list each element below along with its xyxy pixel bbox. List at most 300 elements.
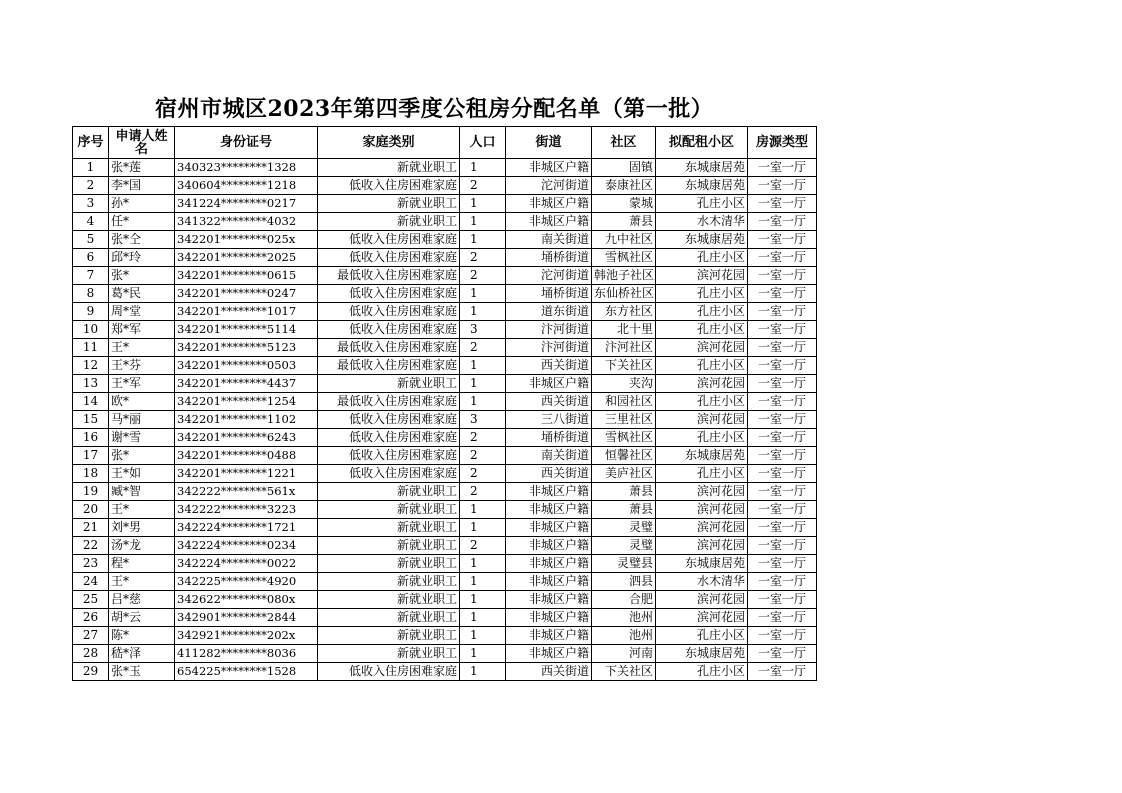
- cell-street: 沱河街道: [506, 267, 592, 285]
- cell-community: 合肥: [592, 591, 656, 609]
- cell-category: 低收入住房困难家庭: [318, 411, 460, 429]
- cell-no: 3: [73, 195, 109, 213]
- cell-no: 8: [73, 285, 109, 303]
- cell-street: 汴河街道: [506, 321, 592, 339]
- table-row: [73, 645, 817, 663]
- cell-street: 埇桥街道: [506, 249, 592, 267]
- header-no: 序号: [73, 127, 109, 159]
- cell-category: 最低收入住房困难家庭: [318, 357, 460, 375]
- cell-street: 沱河街道: [506, 177, 592, 195]
- cell-community: 固镇: [592, 159, 656, 177]
- cell-id: 341322********4032: [175, 213, 318, 231]
- cell-name: 张*: [109, 267, 175, 285]
- cell-room-type: 一室一厅: [748, 537, 817, 555]
- cell-population: 3: [460, 321, 506, 339]
- table-header-row: [73, 127, 817, 159]
- cell-street: 西关街道: [506, 663, 592, 681]
- cell-project: 滨河花园: [656, 267, 748, 285]
- cell-community: 池州: [592, 609, 656, 627]
- cell-population: 1: [460, 231, 506, 249]
- cell-id: 342201********1017: [175, 303, 318, 321]
- cell-project: 滨河花园: [656, 609, 748, 627]
- cell-community: 萧县: [592, 501, 656, 519]
- cell-population: 3: [460, 411, 506, 429]
- cell-category: 低收入住房困难家庭: [318, 177, 460, 195]
- cell-room-type: 一室一厅: [748, 663, 817, 681]
- table-row: [73, 375, 817, 393]
- table-row: [73, 537, 817, 555]
- cell-no: 18: [73, 465, 109, 483]
- cell-id: 342921********202x: [175, 627, 318, 645]
- cell-category: 新就业职工: [318, 645, 460, 663]
- cell-category: 最低收入住房困难家庭: [318, 393, 460, 411]
- cell-category: 新就业职工: [318, 195, 460, 213]
- cell-population: 2: [460, 447, 506, 465]
- cell-category: 新就业职工: [318, 483, 460, 501]
- cell-street: 非城区户籍: [506, 591, 592, 609]
- header-category: 家庭类别: [318, 127, 460, 159]
- table-row: [73, 627, 817, 645]
- cell-project: 滨河花园: [656, 591, 748, 609]
- cell-population: 1: [460, 213, 506, 231]
- cell-id: 340323********1328: [175, 159, 318, 177]
- cell-no: 28: [73, 645, 109, 663]
- cell-community: 夹沟: [592, 375, 656, 393]
- cell-project: 滨河花园: [656, 537, 748, 555]
- cell-street: 非城区户籍: [506, 195, 592, 213]
- cell-room-type: 一室一厅: [748, 159, 817, 177]
- cell-project: 孔庄小区: [656, 627, 748, 645]
- table-row: [73, 519, 817, 537]
- page-title: 宿州市城区2023年第四季度公租房分配名单（第一批）: [155, 96, 714, 122]
- cell-street: 埇桥街道: [506, 285, 592, 303]
- cell-population: 1: [460, 393, 506, 411]
- cell-room-type: 一室一厅: [748, 249, 817, 267]
- cell-room-type: 一室一厅: [748, 213, 817, 231]
- cell-street: 南关街道: [506, 447, 592, 465]
- cell-no: 19: [73, 483, 109, 501]
- cell-id: 342201********4437: [175, 375, 318, 393]
- cell-room-type: 一室一厅: [748, 375, 817, 393]
- table-row: [73, 465, 817, 483]
- cell-no: 5: [73, 231, 109, 249]
- cell-id: 342201********5123: [175, 339, 318, 357]
- cell-project: 东城康居苑: [656, 645, 748, 663]
- cell-population: 1: [460, 357, 506, 375]
- cell-category: 新就业职工: [318, 609, 460, 627]
- cell-community: 蒙城: [592, 195, 656, 213]
- cell-category: 新就业职工: [318, 501, 460, 519]
- cell-name: 张*玉: [109, 663, 175, 681]
- table-row: [73, 609, 817, 627]
- cell-no: 17: [73, 447, 109, 465]
- cell-id: 342224********1721: [175, 519, 318, 537]
- cell-population: 1: [460, 285, 506, 303]
- table-body: [73, 159, 817, 681]
- allocation-table: [72, 126, 817, 681]
- cell-room-type: 一室一厅: [748, 285, 817, 303]
- cell-community: 下关社区: [592, 663, 656, 681]
- cell-population: 1: [460, 303, 506, 321]
- cell-street: 三八街道: [506, 411, 592, 429]
- cell-street: 西关街道: [506, 465, 592, 483]
- cell-project: 滨河花园: [656, 339, 748, 357]
- cell-name: 嵇*泽: [109, 645, 175, 663]
- cell-population: 1: [460, 519, 506, 537]
- cell-name: 刘*男: [109, 519, 175, 537]
- cell-id: 342201********1254: [175, 393, 318, 411]
- cell-id: 342201********025x: [175, 231, 318, 249]
- cell-category: 低收入住房困难家庭: [318, 663, 460, 681]
- cell-name: 郑*军: [109, 321, 175, 339]
- cell-population: 1: [460, 195, 506, 213]
- cell-id: 342224********0234: [175, 537, 318, 555]
- cell-name: 周*堂: [109, 303, 175, 321]
- cell-category: 新就业职工: [318, 627, 460, 645]
- cell-room-type: 一室一厅: [748, 267, 817, 285]
- cell-no: 1: [73, 159, 109, 177]
- cell-name: 王*芬: [109, 357, 175, 375]
- cell-id: 342201********0503: [175, 357, 318, 375]
- cell-no: 6: [73, 249, 109, 267]
- cell-category: 低收入住房困难家庭: [318, 429, 460, 447]
- cell-category: 低收入住房困难家庭: [318, 285, 460, 303]
- cell-name: 王*军: [109, 375, 175, 393]
- cell-id: 341224********0217: [175, 195, 318, 213]
- cell-community: 萧县: [592, 213, 656, 231]
- cell-street: 非城区户籍: [506, 483, 592, 501]
- cell-community: 雪枫社区: [592, 429, 656, 447]
- cell-population: 2: [460, 537, 506, 555]
- table-row: [73, 321, 817, 339]
- cell-id: 342222********3223: [175, 501, 318, 519]
- cell-room-type: 一室一厅: [748, 501, 817, 519]
- cell-project: 水木清华: [656, 573, 748, 591]
- cell-name: 汤*龙: [109, 537, 175, 555]
- cell-room-type: 一室一厅: [748, 321, 817, 339]
- cell-name: 孙*: [109, 195, 175, 213]
- cell-room-type: 一室一厅: [748, 411, 817, 429]
- cell-population: 1: [460, 375, 506, 393]
- cell-name: 王*: [109, 573, 175, 591]
- cell-project: 滨河花园: [656, 501, 748, 519]
- cell-project: 孔庄小区: [656, 429, 748, 447]
- cell-project: 东城康居苑: [656, 159, 748, 177]
- cell-street: 非城区户籍: [506, 609, 592, 627]
- table-row: [73, 159, 817, 177]
- table-row: [73, 303, 817, 321]
- cell-id: 342201********5114: [175, 321, 318, 339]
- cell-project: 孔庄小区: [656, 249, 748, 267]
- cell-category: 新就业职工: [318, 159, 460, 177]
- cell-id: 342201********2025: [175, 249, 318, 267]
- cell-population: 1: [460, 159, 506, 177]
- cell-no: 22: [73, 537, 109, 555]
- cell-no: 9: [73, 303, 109, 321]
- cell-population: 1: [460, 591, 506, 609]
- cell-no: 20: [73, 501, 109, 519]
- cell-no: 29: [73, 663, 109, 681]
- table-row: [73, 483, 817, 501]
- cell-room-type: 一室一厅: [748, 555, 817, 573]
- cell-no: 2: [73, 177, 109, 195]
- cell-name: 王*如: [109, 465, 175, 483]
- table-row: [73, 573, 817, 591]
- cell-category: 低收入住房困难家庭: [318, 465, 460, 483]
- cell-community: 灵璧: [592, 519, 656, 537]
- cell-no: 12: [73, 357, 109, 375]
- cell-community: 恒馨社区: [592, 447, 656, 465]
- table-row: [73, 447, 817, 465]
- cell-room-type: 一室一厅: [748, 645, 817, 663]
- cell-project: 孔庄小区: [656, 321, 748, 339]
- cell-project: 孔庄小区: [656, 303, 748, 321]
- table-row: [73, 267, 817, 285]
- cell-population: 1: [460, 663, 506, 681]
- cell-name: 程*: [109, 555, 175, 573]
- cell-project: 东城康居苑: [656, 447, 748, 465]
- cell-project: 东城康居苑: [656, 555, 748, 573]
- cell-project: 孔庄小区: [656, 357, 748, 375]
- cell-project: 孔庄小区: [656, 465, 748, 483]
- cell-community: 韩池子社区: [592, 267, 656, 285]
- cell-population: 1: [460, 645, 506, 663]
- cell-name: 李*国: [109, 177, 175, 195]
- cell-street: 道东街道: [506, 303, 592, 321]
- header-community: 社区: [592, 127, 656, 159]
- cell-category: 新就业职工: [318, 213, 460, 231]
- cell-community: 萧县: [592, 483, 656, 501]
- table-row: [73, 249, 817, 267]
- cell-category: 低收入住房困难家庭: [318, 447, 460, 465]
- cell-room-type: 一室一厅: [748, 303, 817, 321]
- cell-name: 张*仝: [109, 231, 175, 249]
- cell-room-type: 一室一厅: [748, 195, 817, 213]
- cell-category: 新就业职工: [318, 537, 460, 555]
- table-row: [73, 231, 817, 249]
- cell-no: 14: [73, 393, 109, 411]
- cell-name: 王*: [109, 501, 175, 519]
- cell-street: 非城区户籍: [506, 159, 592, 177]
- cell-community: 灵璧: [592, 537, 656, 555]
- cell-no: 15: [73, 411, 109, 429]
- cell-community: 池州: [592, 627, 656, 645]
- cell-room-type: 一室一厅: [748, 447, 817, 465]
- cell-id: 340604********1218: [175, 177, 318, 195]
- table-row: [73, 285, 817, 303]
- cell-population: 1: [460, 573, 506, 591]
- cell-project: 滨河花园: [656, 411, 748, 429]
- cell-category: 低收入住房困难家庭: [318, 249, 460, 267]
- cell-street: 非城区户籍: [506, 213, 592, 231]
- cell-population: 2: [460, 249, 506, 267]
- cell-community: 和园社区: [592, 393, 656, 411]
- cell-id: 342222********561x: [175, 483, 318, 501]
- cell-population: 1: [460, 627, 506, 645]
- cell-street: 汴河街道: [506, 339, 592, 357]
- cell-category: 新就业职工: [318, 519, 460, 537]
- cell-category: 低收入住房困难家庭: [318, 231, 460, 249]
- cell-id: 342622********080x: [175, 591, 318, 609]
- cell-community: 北十里: [592, 321, 656, 339]
- cell-room-type: 一室一厅: [748, 339, 817, 357]
- table-row: [73, 213, 817, 231]
- cell-no: 25: [73, 591, 109, 609]
- cell-name: 胡*云: [109, 609, 175, 627]
- cell-id: 342225********4920: [175, 573, 318, 591]
- cell-category: 最低收入住房困难家庭: [318, 267, 460, 285]
- cell-project: 孔庄小区: [656, 285, 748, 303]
- table-row: [73, 195, 817, 213]
- cell-no: 26: [73, 609, 109, 627]
- header-name: 申请人姓名: [109, 127, 175, 159]
- header-street: 街道: [506, 127, 592, 159]
- cell-no: 16: [73, 429, 109, 447]
- cell-community: 灵璧县: [592, 555, 656, 573]
- cell-population: 1: [460, 501, 506, 519]
- cell-name: 张*莲: [109, 159, 175, 177]
- cell-id: 342201********0247: [175, 285, 318, 303]
- cell-category: 新就业职工: [318, 591, 460, 609]
- cell-no: 4: [73, 213, 109, 231]
- cell-street: 非城区户籍: [506, 375, 592, 393]
- table-row: [73, 339, 817, 357]
- cell-community: 下关社区: [592, 357, 656, 375]
- cell-street: 非城区户籍: [506, 573, 592, 591]
- cell-project: 滨河花园: [656, 483, 748, 501]
- cell-population: 2: [460, 483, 506, 501]
- cell-street: 南关街道: [506, 231, 592, 249]
- cell-population: 2: [460, 177, 506, 195]
- cell-name: 臧*智: [109, 483, 175, 501]
- cell-project: 滨河花园: [656, 375, 748, 393]
- cell-street: 非城区户籍: [506, 627, 592, 645]
- cell-name: 邱*玲: [109, 249, 175, 267]
- cell-id: 411282********8036: [175, 645, 318, 663]
- cell-id: 342901********2844: [175, 609, 318, 627]
- cell-room-type: 一室一厅: [748, 483, 817, 501]
- cell-community: 东仙桥社区: [592, 285, 656, 303]
- cell-population: 2: [460, 429, 506, 447]
- cell-no: 7: [73, 267, 109, 285]
- cell-project: 东城康居苑: [656, 231, 748, 249]
- cell-project: 水木清华: [656, 213, 748, 231]
- cell-community: 汴河社区: [592, 339, 656, 357]
- cell-street: 非城区户籍: [506, 645, 592, 663]
- cell-room-type: 一室一厅: [748, 519, 817, 537]
- cell-community: 雪枫社区: [592, 249, 656, 267]
- cell-name: 谢*雪: [109, 429, 175, 447]
- cell-no: 11: [73, 339, 109, 357]
- table-row: [73, 177, 817, 195]
- cell-category: 低收入住房困难家庭: [318, 303, 460, 321]
- cell-community: 泗县: [592, 573, 656, 591]
- cell-name: 任*: [109, 213, 175, 231]
- cell-name: 王*: [109, 339, 175, 357]
- cell-project: 孔庄小区: [656, 195, 748, 213]
- cell-project: 东城康居苑: [656, 177, 748, 195]
- cell-id: 654225********1528: [175, 663, 318, 681]
- table-row: [73, 663, 817, 681]
- cell-no: 24: [73, 573, 109, 591]
- cell-room-type: 一室一厅: [748, 627, 817, 645]
- cell-room-type: 一室一厅: [748, 609, 817, 627]
- cell-category: 新就业职工: [318, 375, 460, 393]
- cell-id: 342201********1221: [175, 465, 318, 483]
- cell-name: 吕*慈: [109, 591, 175, 609]
- cell-population: 1: [460, 609, 506, 627]
- cell-room-type: 一室一厅: [748, 231, 817, 249]
- cell-category: 新就业职工: [318, 555, 460, 573]
- cell-community: 美庐社区: [592, 465, 656, 483]
- cell-project: 孔庄小区: [656, 393, 748, 411]
- header-project: 拟配租小区: [656, 127, 748, 159]
- cell-room-type: 一室一厅: [748, 465, 817, 483]
- cell-room-type: 一室一厅: [748, 177, 817, 195]
- cell-street: 西关街道: [506, 357, 592, 375]
- cell-room-type: 一室一厅: [748, 429, 817, 447]
- cell-no: 27: [73, 627, 109, 645]
- cell-id: 342201********0615: [175, 267, 318, 285]
- header-population: 人口: [460, 127, 506, 159]
- cell-project: 滨河花园: [656, 519, 748, 537]
- cell-room-type: 一室一厅: [748, 591, 817, 609]
- cell-no: 10: [73, 321, 109, 339]
- cell-name: 陈*: [109, 627, 175, 645]
- table-row: [73, 393, 817, 411]
- cell-population: 2: [460, 267, 506, 285]
- cell-project: 孔庄小区: [656, 663, 748, 681]
- table-row: [73, 501, 817, 519]
- cell-population: 2: [460, 465, 506, 483]
- header-id: 身份证号: [175, 127, 318, 159]
- cell-no: 23: [73, 555, 109, 573]
- cell-community: 河南: [592, 645, 656, 663]
- cell-community: 东方社区: [592, 303, 656, 321]
- cell-street: 非城区户籍: [506, 519, 592, 537]
- table-row: [73, 411, 817, 429]
- cell-room-type: 一室一厅: [748, 357, 817, 375]
- cell-street: 埇桥街道: [506, 429, 592, 447]
- cell-category: 新就业职工: [318, 573, 460, 591]
- cell-community: 九中社区: [592, 231, 656, 249]
- cell-no: 13: [73, 375, 109, 393]
- cell-population: 2: [460, 339, 506, 357]
- table-row: [73, 357, 817, 375]
- cell-id: 342201********1102: [175, 411, 318, 429]
- cell-community: 泰康社区: [592, 177, 656, 195]
- cell-name: 葛*民: [109, 285, 175, 303]
- table-row: [73, 555, 817, 573]
- cell-street: 非城区户籍: [506, 555, 592, 573]
- cell-id: 342224********0022: [175, 555, 318, 573]
- table-row: [73, 429, 817, 447]
- cell-street: 非城区户籍: [506, 537, 592, 555]
- cell-street: 非城区户籍: [506, 501, 592, 519]
- cell-community: 三里社区: [592, 411, 656, 429]
- cell-id: 342201********0488: [175, 447, 318, 465]
- cell-name: 张*: [109, 447, 175, 465]
- cell-category: 最低收入住房困难家庭: [318, 339, 460, 357]
- cell-room-type: 一室一厅: [748, 393, 817, 411]
- cell-name: 欧*: [109, 393, 175, 411]
- cell-no: 21: [73, 519, 109, 537]
- cell-street: 西关街道: [506, 393, 592, 411]
- table-row: [73, 591, 817, 609]
- cell-room-type: 一室一厅: [748, 573, 817, 591]
- header-room-type: 房源类型: [748, 127, 817, 159]
- cell-id: 342201********6243: [175, 429, 318, 447]
